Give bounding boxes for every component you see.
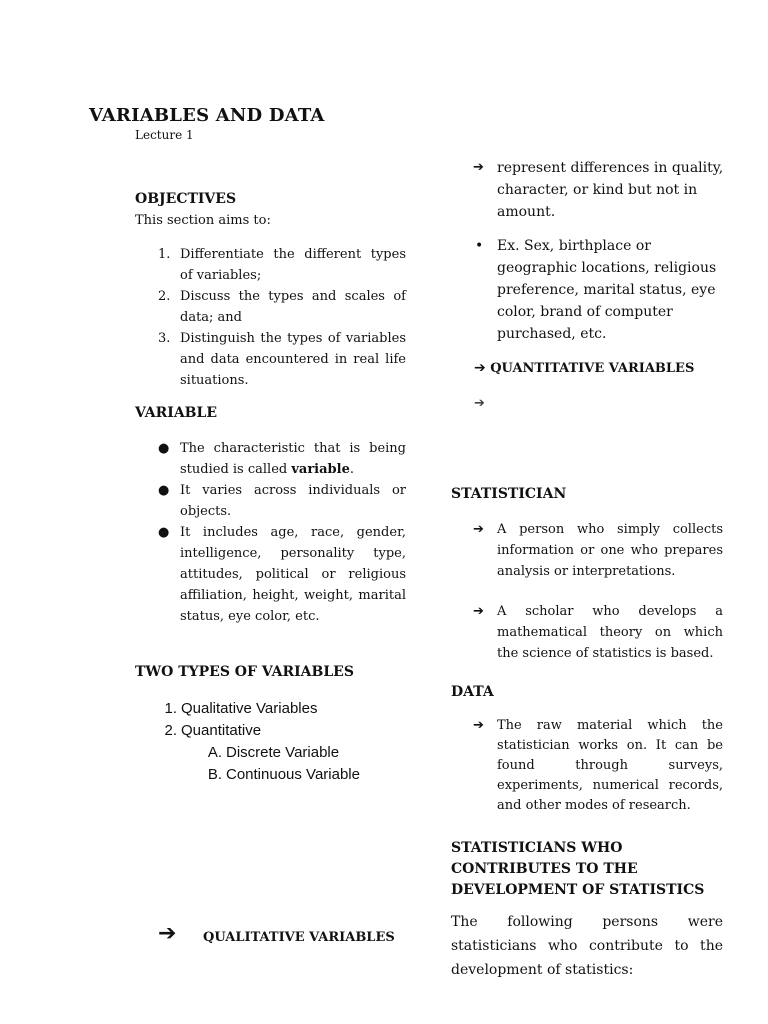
data-point-text: The raw material which the statistician works on. It can be found through surveys, experiments, numerical records, and other modes of research. <box>497 718 723 813</box>
arrow-icon: ➔ <box>473 522 484 537</box>
qualitative-example-text: Ex. Sex, birthplace or geographic locations, religious preference, marital status, eye color, brand of computer purchased, etc. <box>497 238 717 342</box>
variable-heading: VARIABLE <box>135 405 218 421</box>
qualitative-example <box>475 235 725 345</box>
list-item <box>164 720 421 742</box>
variable-list <box>158 438 406 627</box>
list-item <box>207 764 426 786</box>
list-item <box>158 522 406 627</box>
list-number: 2. <box>164 722 177 739</box>
objectives-intro: This section aims to: <box>135 213 271 228</box>
list-item <box>164 698 421 720</box>
arrow-icon: ➔ <box>474 396 485 411</box>
contributors-heading-line: DEVELOPMENT OF STATISTICS <box>451 882 705 898</box>
qualitative-point <box>473 157 725 223</box>
two-types-list <box>164 698 421 742</box>
objectives-list <box>158 244 406 391</box>
data-point <box>473 716 723 816</box>
list-item-text: Distinguish the types of variables and data encountered in real life situations. <box>180 331 406 388</box>
page-subtitle: Lecture 1 <box>135 128 194 142</box>
list-item-text: Quantitative <box>181 722 262 739</box>
punctuation: . <box>349 462 354 477</box>
two-types-sublist <box>207 742 426 786</box>
list-item-text: It varies across individuals or objects. <box>180 483 406 519</box>
contributors-heading-line: STATISTICIANS WHO <box>451 840 623 856</box>
arrow-icon: ➔ <box>473 718 484 733</box>
list-item-text: The characteristic that is being studied is called <box>180 441 406 477</box>
bullet-icon: ● <box>158 525 170 540</box>
statistician-point <box>473 601 723 664</box>
quantitative-heading: QUANTITATIVE VARIABLES <box>490 361 695 376</box>
list-item <box>158 244 406 286</box>
list-number: 1. <box>158 247 171 262</box>
list-item <box>158 438 406 480</box>
list-item <box>158 480 406 522</box>
list-item-text: It includes age, race, gender, intelligence, personality type, attitudes, political or religious affiliation, height, weight, marital status, eye color, etc. <box>180 525 406 624</box>
list-item-text: Continuous Variable <box>226 766 360 783</box>
arrow-icon: ➔ <box>473 160 484 175</box>
list-item-text: Discrete Variable <box>226 744 340 761</box>
two-types-heading: TWO TYPES OF VARIABLES <box>135 664 354 680</box>
quantitative-heading-row <box>474 360 694 376</box>
list-item-text: Qualitative Variables <box>181 700 318 717</box>
arrow-icon: ➔ <box>474 360 486 376</box>
arrow-icon: ➔ <box>158 921 177 946</box>
contributors-heading <box>451 838 704 901</box>
list-item <box>207 742 426 764</box>
list-letter: B. <box>207 766 222 783</box>
objectives-heading: OBJECTIVES <box>135 191 237 207</box>
bold-term: variable <box>291 462 350 477</box>
statistician-point-text: A person who simply collects information or one who prepares analysis or interpretations. <box>497 522 723 579</box>
list-item <box>158 328 406 391</box>
bullet-icon: ● <box>158 483 170 498</box>
qualitative-heading: QUALITATIVE VARIABLES <box>203 930 395 945</box>
list-item-text: Differentiate the different types of variables; <box>180 247 406 283</box>
list-item-text: Discuss the types and scales of data; and <box>180 289 406 325</box>
page-title: VARIABLES AND DATA <box>89 105 325 126</box>
list-number: 1. <box>164 700 177 717</box>
bullet-icon: • <box>475 238 484 254</box>
statistician-point-text: A scholar who develops a mathematical theory on which the science of statistics is based. <box>497 604 723 661</box>
list-letter: A. <box>207 744 222 761</box>
contributors-intro: The following persons were statisticians who contribute to the development of statistics: <box>451 914 723 978</box>
statistician-point <box>473 519 723 582</box>
arrow-icon: ➔ <box>473 604 484 619</box>
data-heading: DATA <box>451 684 494 700</box>
list-number: 2. <box>158 289 171 304</box>
list-number: 3. <box>158 331 171 346</box>
list-item <box>158 286 406 328</box>
bullet-icon: ● <box>158 441 170 456</box>
contributors-heading-line: CONTRIBUTES TO THE <box>451 861 638 877</box>
qualitative-point-text: represent differences in quality, character, or kind but not in amount. <box>497 160 724 220</box>
statistician-heading: STATISTICIAN <box>451 486 567 502</box>
